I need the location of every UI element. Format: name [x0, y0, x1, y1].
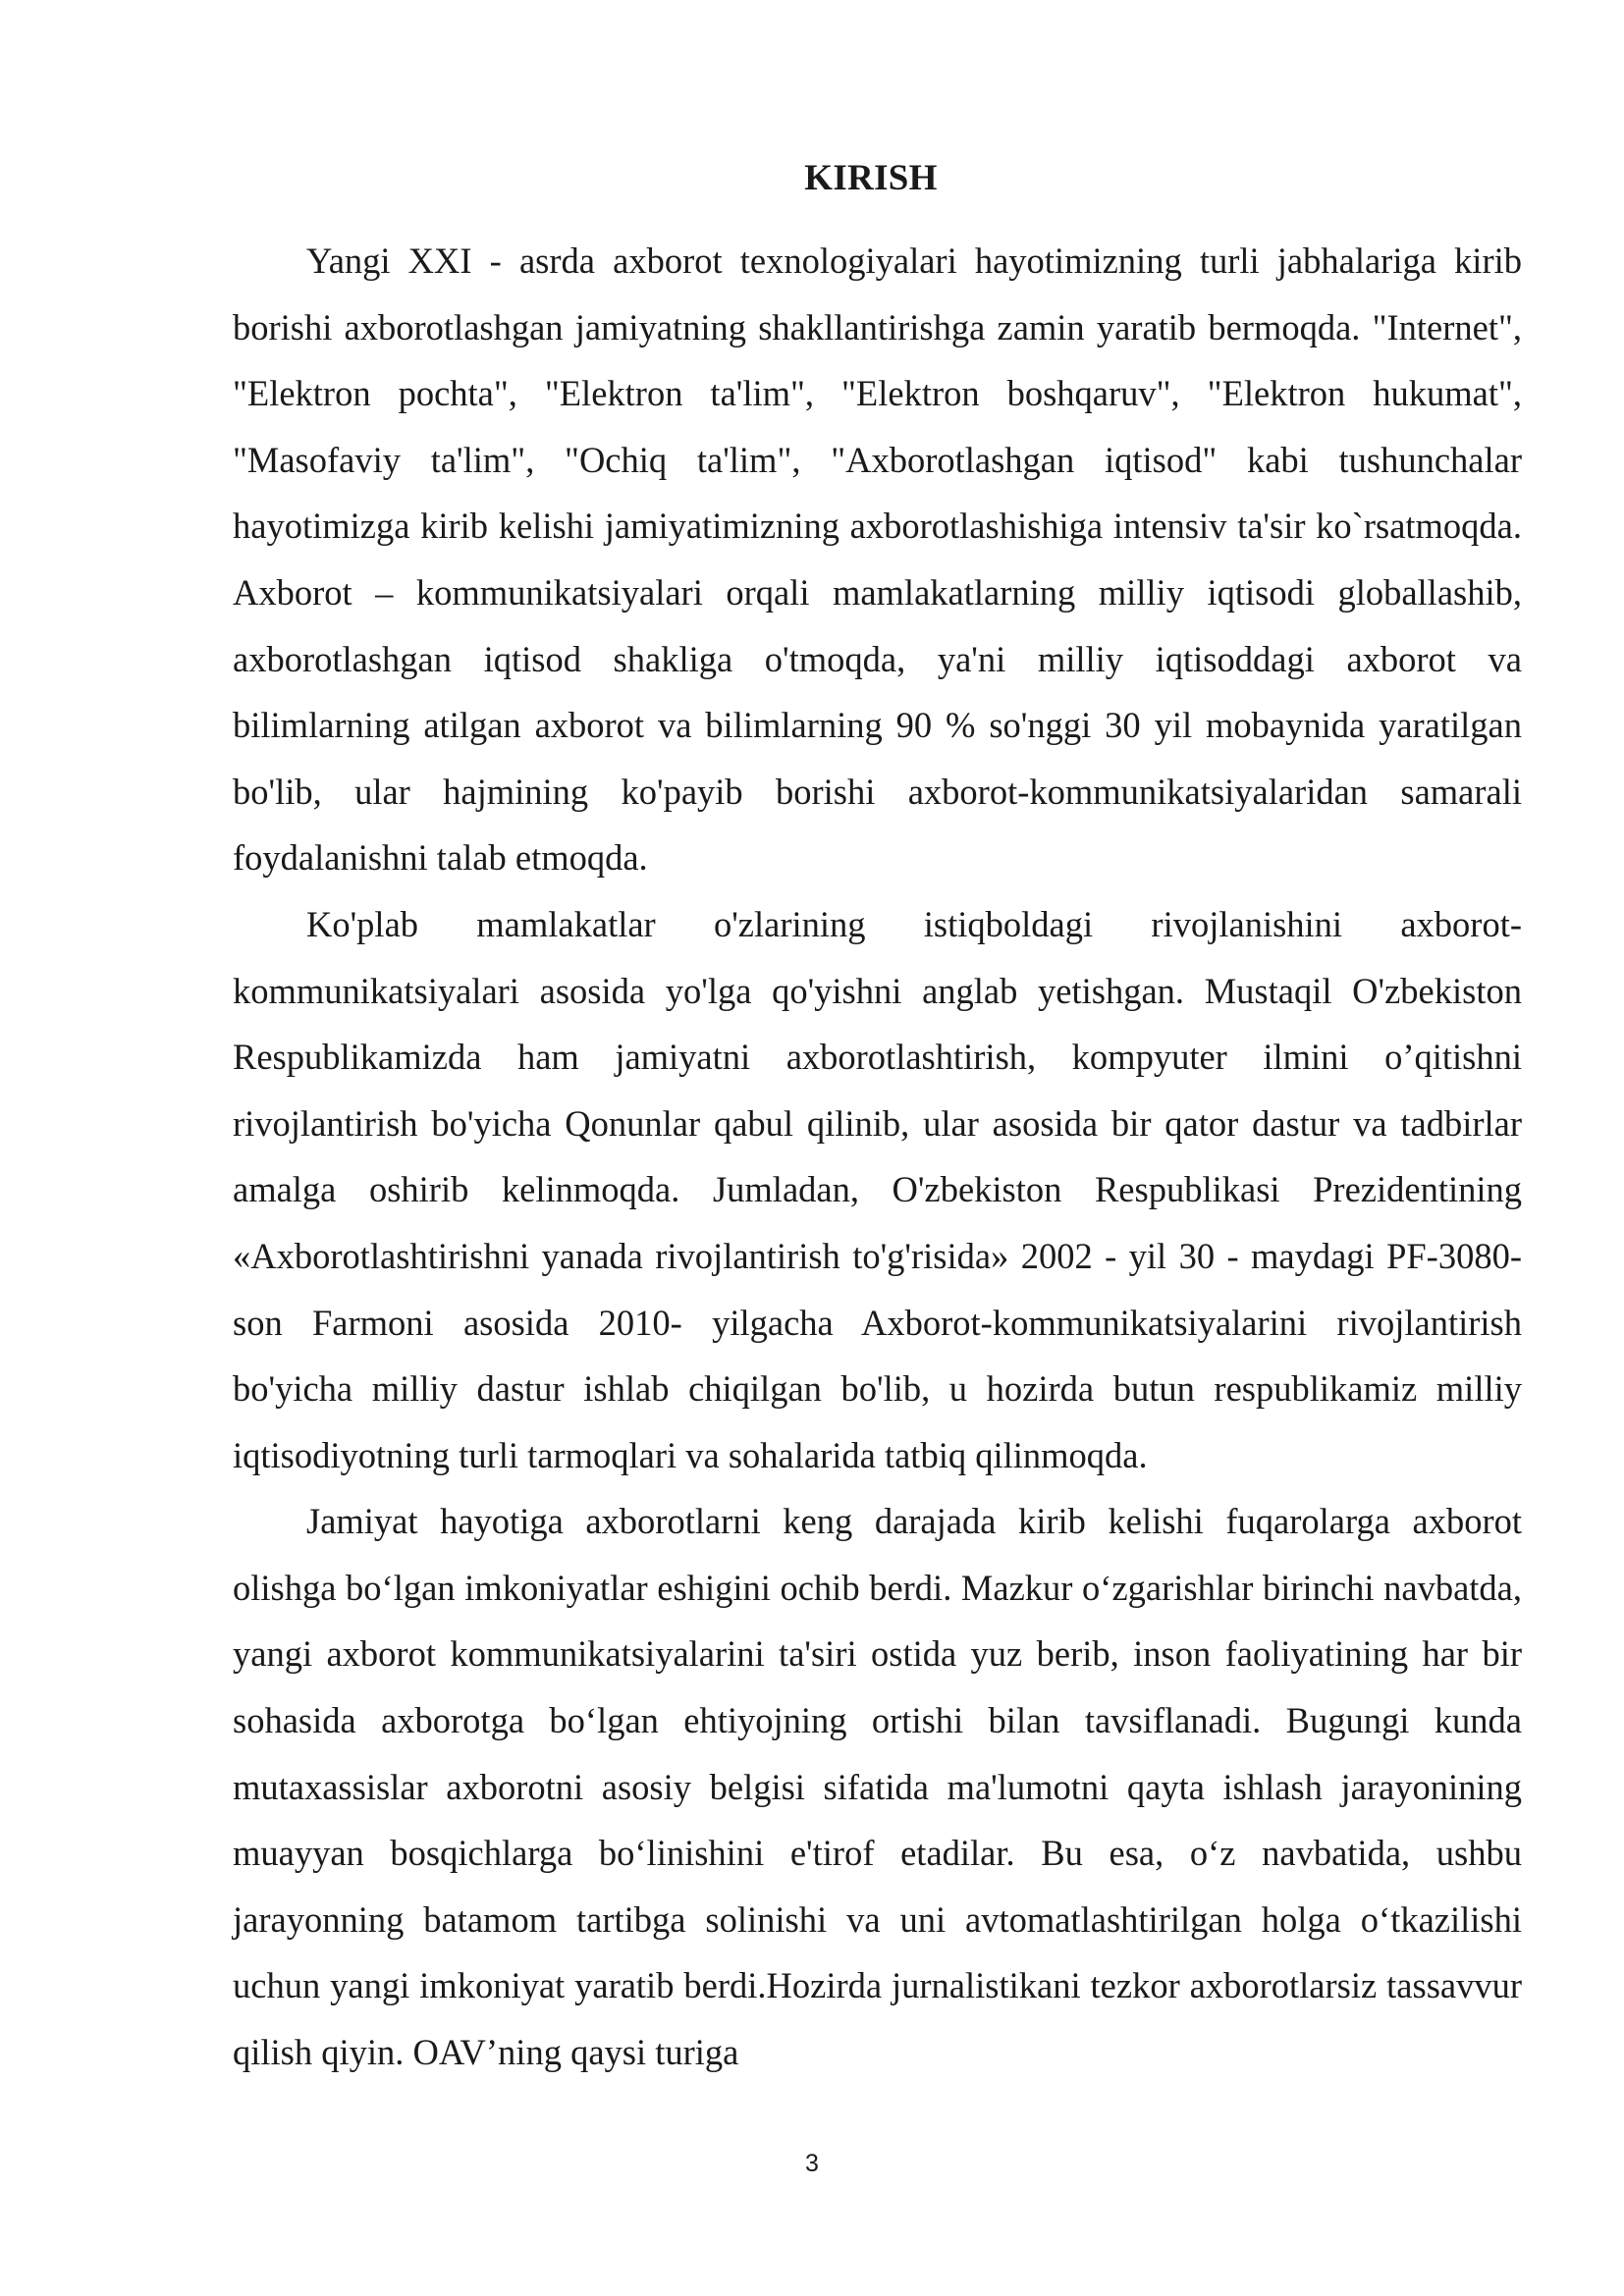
paragraph-1: Yangi XXI - asrda axborot texnologiyalari hayotimizning turli jabhalariga kirib borishi axborotlashgan jamiyatning shakllantirishga zamin yaratib bermoqda. "Internet", "Elektron pochta", "Elektron ta'lim", "Elektron boshqaruv", "Elektron hukumat", "Masofaviy ta'lim", "Ochiq ta'lim", "Axborotlashgan iqtisod" kabi tushunchalar hayotimizga kirib kelishi jamiyatimizning axborotlashishiga intensiv ta'sir ko`rsatmoqda. Axborot – kommunikatsiyalari orqali mamlakatlarning milliy iqtisodi globallashib, axborotlashgan iqtisod shakliga o'tmoqda, ya'ni milliy iqtisoddagi axborot va bilimlarning atilgan axborot va bilimlarning 90 % so'nggi 30 yil mobaynida yaratilgan bo'lib, ular hajmining ko'payib borishi axborot-kommunikatsiyalaridan samarali foydalanishni talab etmoqda. [233, 240, 1522, 879]
paragraph-2: Ko'plab mamlakatlar o'zlarining istiqboldagi rivojlanishini axborot-kommunikatsiyalari asosida yo'lga qo'yishni anglab yetishgan. Mustaqil O'zbekiston Respublikamizda ham jamiyatni axborotlashtirish, kompyuter ilmini o’qitishni rivojlantirish bo'yicha Qonunlar qabul qilinib, ular asosida bir qator dastur va tadbirlar amalga oshirib kelinmoqda. Jumladan, O'zbekiston Respublikasi Prezidentining «Axborotlashtirishni yanada rivojlantirish to'g'risida» 2002 - yil 30 - maydagi PF-3080-son Farmoni asosida 2010- yilgacha Axborot-kommunikatsiyalarini rivojlantirish bo'yicha milliy dastur ishlab chiqilgan bo'lib, u hozirda butun respublikamiz milliy iqtisodiyotning turli tarmoqlari va sohalarida tatbiq qilinmoqda. [233, 903, 1522, 1475]
page-number: 3 [805, 2150, 819, 2177]
document-body [233, 228, 1522, 2086]
paragraph-3: Jamiyat hayotiga axborotlarni keng darajada kirib kelishi fuqarolarga axborot olishga bo‘lgan imkoniyatlar eshigini ochib berdi. Mazkur o‘zgarishlar birinchi navbatda, yangi axborot kommunikatsiyalarini ta'siri ostida yuz berib, inson faoliyatining har bir sohasida axborotga bo‘lgan ehtiyojning ortishi bilan tavsiflanadi. Bugungi kunda mutaxassislar axborotni asosiy belgisi sifatida ma'lumotni qayta ishlash jarayonining muayyan bosqichlarga bo‘linishini e'tirof etadilar. Bu esa, o‘z navbatida, ushbu jarayonning batamom tartibga solinishi va uni avtomatlashtirilgan holga o‘tkazilishi uchun yangi imkoniyat yaratib berdi.Hozirda jurnalistikani tezkor axborotlarsiz tassavvur qilish qiyin. OAV’ning qaysi turiga [233, 1501, 1522, 2073]
section-title: KIRISH [804, 158, 938, 198]
